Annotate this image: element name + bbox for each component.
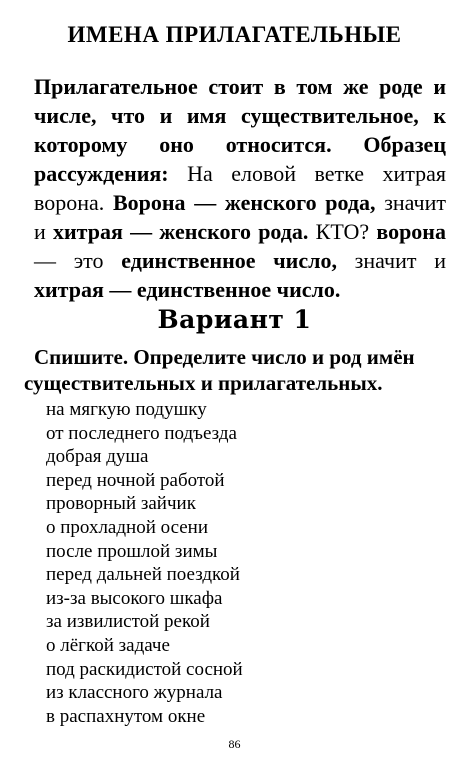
list-item: перед ночной работой: [46, 469, 225, 491]
list-item: под раскидистой сосной: [46, 658, 243, 680]
list-item: после прошлой зимы: [46, 540, 218, 562]
rule-text-9: значит и: [336, 248, 446, 273]
rule-text-3: значит и: [34, 190, 446, 244]
list-item: о прохладной осени: [46, 516, 209, 538]
rule-text-bold-8: единственное число,: [121, 248, 337, 273]
task-line-1: Спишите. Определите число и род имён: [34, 345, 415, 369]
list-item: от последнего подъезда: [46, 422, 237, 444]
list-item: из-за высокого шкафа: [46, 587, 223, 609]
variant-title: Вариант 1: [157, 305, 312, 334]
rule-text-example: На еловой ветке хитрая ворона.: [34, 161, 446, 215]
list-item: проворный зайчик: [46, 493, 196, 515]
page-number: 86: [228, 737, 241, 751]
rule-text-5: КТО?: [308, 219, 377, 244]
list-item: о лёгкой задаче: [46, 634, 170, 656]
list-item: в распахнутом окне: [46, 705, 206, 727]
phrase-list: [46, 398, 243, 728]
rule-text-7: — это: [34, 248, 122, 273]
rule-text-bold-6: ворона: [376, 219, 446, 244]
section-title: ИМЕНА ПРИЛАГАТЕЛЬНЫЕ: [67, 22, 402, 47]
list-item: добрая душа: [46, 446, 149, 468]
rule-text-bold-1: Прилагательное стоит в том же роде и числе, что и имя существительное, к которому оно относится. Образец рассуждения:: [34, 74, 446, 186]
rule-text-bold-10: хитрая — единственное число.: [34, 277, 341, 302]
list-item: за извилистой рекой: [46, 611, 210, 633]
rule-paragraph: [34, 72, 446, 304]
rule-text-bold-2: Ворона — женского рода,: [112, 190, 376, 215]
list-item: перед дальней поездкой: [46, 564, 240, 586]
rule-text-bold-4: хитрая — женского рода.: [52, 219, 309, 244]
task-instruction: [24, 344, 450, 396]
task-line-2: существительных и прилагательных.: [24, 371, 383, 395]
list-item: на мягкую подушку: [46, 399, 207, 420]
list-item: из классного журнала: [46, 682, 223, 704]
